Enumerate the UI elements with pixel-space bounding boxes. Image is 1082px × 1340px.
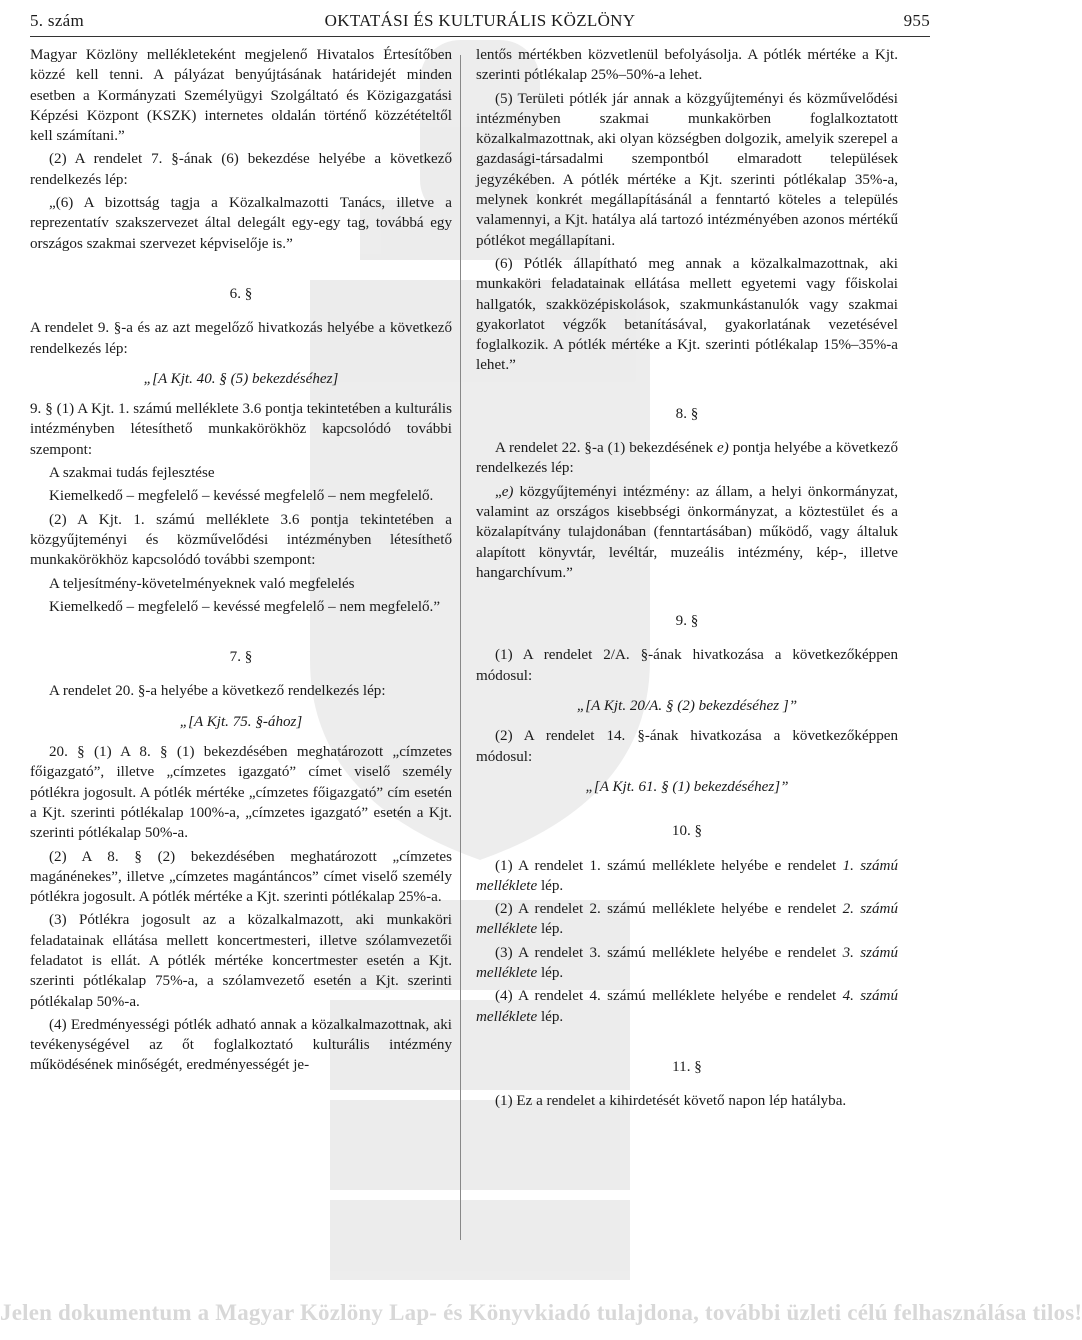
paragraph: (5) Területi pótlék jár annak a közgyűjteményi és közművelődési intézményben szakmai munkakörben foglalkoztatott közalkalmazottnak, aki olyan községben dolgozik, amelyik szerepel a gazdasági-társadalmi szempontból elmaradott települések jegyzékében. A pótlék mértéke a Kjt. szerinti pótlékalap 35%-a, melynek konkrét megállapításánál a fenntartó köteles a település valamennyi, a Kjt. hatálya alá tartozó intézményében azonos mértékű pótlékot megállapítani. [476, 90, 898, 249]
left-column [30, 45, 452, 1079]
copyright-watermark: Jelen dokumentum a Magyar Közlöny Lap- és Könyvkiadó tulajdona, további üzleti célú felhasználása tilos! [0, 1300, 1082, 1325]
paragraph: (2) A rendelet 7. §-ának (6) bekezdése helyébe a következő rendelkezés lép: [30, 151, 452, 188]
section-heading: 10. § [671, 823, 703, 840]
section-heading: 6. § [229, 285, 253, 302]
paragraph: A rendelet 9. §-a és az azt megelőző hivatkozás helyébe a következő rendelkezés lép: [30, 320, 452, 357]
paragraph: (1) A rendelet 1. számú melléklete helyébe e rendelet 1. számú melléklete lép. [476, 857, 898, 894]
column-divider [460, 55, 461, 1240]
paragraph: (4) Eredményességi pótlék adható annak a közalkalmazottnak, aki tevékenységével az őt foglalkoztató kulturális intézmény működésének minőségét, eredményességét je- [30, 1016, 452, 1074]
paragraph: A teljesítmény-követelményeknek való megfelelés [49, 575, 355, 592]
paragraph: „e) közgyűjteményi intézmény: az állam, a helyi önkormányzat, valamint az országos kisebbségi önkormányzat, a köztestület és a közalapítvány tulajdonában (fenntartásában) működő, vagy általuk alapított könyvtár, levéltár, muzeális intézmény, kép-, illetve hangarchívum.” [476, 483, 898, 581]
section-heading: 11. § [672, 1058, 702, 1075]
paragraph: (2) A Kjt. 1. számú melléklete 3.6 pontja tekintetében a közgyűjteményi és közművelődési intézményben létesíthető munkakörökhöz kapcsolódó további szempont: [30, 511, 452, 569]
quoted-reference: „[A Kjt. 61. § (1) bekezdéséhez]” [585, 778, 789, 795]
paragraph: „(6) A bizottság tagja a Közalkalmazotti Tanács, illetve a reprezentatív szakszervezet által delegált egy-egy tag, továbbá egy országos szakmai szervezet képviselője is.” [30, 195, 452, 252]
page-header [30, 8, 930, 37]
paragraph: A rendelet 20. §-a helyébe a következő rendelkezés lép: [49, 683, 386, 700]
paragraph: (4) A rendelet 4. számú melléklete helyébe e rendelet 4. számú melléklete lép. [476, 988, 898, 1025]
paragraph: Magyar Közlöny mellékleteként megjelenő Hivatalos Értesítőben közzé kell tenni. A pályázat benyújtásának határidejét minden esetben a Kormányzati Személyügyi Szolgáltató és Közigazgatási Képzési Központ (KSZK) internetes oldalán történő közzétételtől kell számítani.” [30, 47, 452, 145]
journal-title: OKTATÁSI ÉS KULTURÁLIS KÖZLÖNY [324, 11, 636, 30]
paragraph: A rendelet 22. §-a (1) bekezdésének e) pontja helyébe a következő rendelkezés lép: [476, 440, 898, 477]
right-column [476, 45, 898, 1114]
quoted-reference: „[A Kjt. 20/A. § (2) bekezdéséhez ]” [576, 698, 798, 715]
paragraph: 20. § (1) A 8. § (1) bekezdésében meghatározott „címzetes főigazgató”, illetve „címzetes igazgató” címet viselő személy pótlékra jogosult. A pótlék mértéke „címzetes főigazgató” cím esetén a Kjt. szerinti pótlékalap 100%-a, „címzetes igazgató” esetén a Kjt. szerinti pótlékalap 50%-a. [30, 744, 452, 842]
paragraph: (2) A 8. § (2) bekezdésében meghatározott „címzetes magánénekes”, illetve „címzetes magántáncos” címet viselő személy pótlékra jogosult. A pótlék mértéke a Kjt. szerinti pótlékalap 25%-a. [30, 848, 452, 906]
issue-number: 5. szám [30, 11, 85, 30]
page-number: 955 [903, 11, 930, 30]
paragraph: (2) A rendelet 14. §-ának hivatkozása a következőképpen módosul: [476, 728, 898, 765]
paragraph: lentős mértékben közvetlenül befolyásolja. A pótlék mértéke a Kjt. szerinti pótlékalap 25%–50%-a lehet. [476, 47, 898, 84]
paragraph: (3) Pótlékra jogosult az a közalkalmazott, aki munkaköri feladatainak ellátása mellett koncertmesteri, illetve szólamvezetői feladatot is ellát. A pótlék mértéke koncertmester esetén a Kjt. szerinti pótlékalap 75%-a, a szólamvezető esetén a Kjt. szerinti pótlékalap 50%-a. [30, 912, 452, 1010]
quoted-reference: „[A Kjt. 40. § (5) bekezdéséhez] [143, 370, 339, 387]
quoted-reference: „[A Kjt. 75. §-ához] [179, 713, 303, 730]
paragraph: (3) A rendelet 3. számú melléklete helyébe e rendelet 3. számú melléklete lép. [476, 944, 898, 981]
paragraph: 9. § (1) A Kjt. 1. számú melléklete 3.6 pontja tekintetében a kulturális intézményben létesíthető munkakörökhöz kapcsolódó további szempont: [30, 401, 452, 458]
section-heading: 9. § [675, 613, 699, 630]
paragraph: Kiemelkedő – megfelelő – kevéssé megfelelő – nem megfelelő.” [49, 598, 441, 615]
paragraph: (1) Ez a rendelet a kihirdetését követő napon lép hatályba. [495, 1093, 847, 1110]
section-heading: 8. § [675, 405, 699, 422]
section-heading: 7. § [229, 649, 253, 666]
paragraph: (2) A rendelet 2. számú melléklete helyébe e rendelet 2. számú melléklete lép. [476, 901, 898, 938]
paragraph: Kiemelkedő – megfelelő – kevéssé megfelelő – nem megfelelő. [49, 488, 434, 505]
paragraph: (6) Pótlék állapítható meg annak a közalkalmazottnak, aki munkaköri feladatainak ellátása mellett egyetemi vagy főiskolai hallgatók, szakközépiskolások, szakmunkástanulók vagy szakmai gyakorlatot végzők betanításával, gyakorlatának vezetésével foglalkozik. A pótlék mértéke a Kjt. szerinti pótlékalap 15%–35%-a lehet.” [476, 255, 898, 374]
paragraph: (1) A rendelet 2/A. §-ának hivatkozása a következőképpen módosul: [476, 647, 898, 684]
paragraph: A szakmai tudás fejlesztése [49, 465, 215, 482]
